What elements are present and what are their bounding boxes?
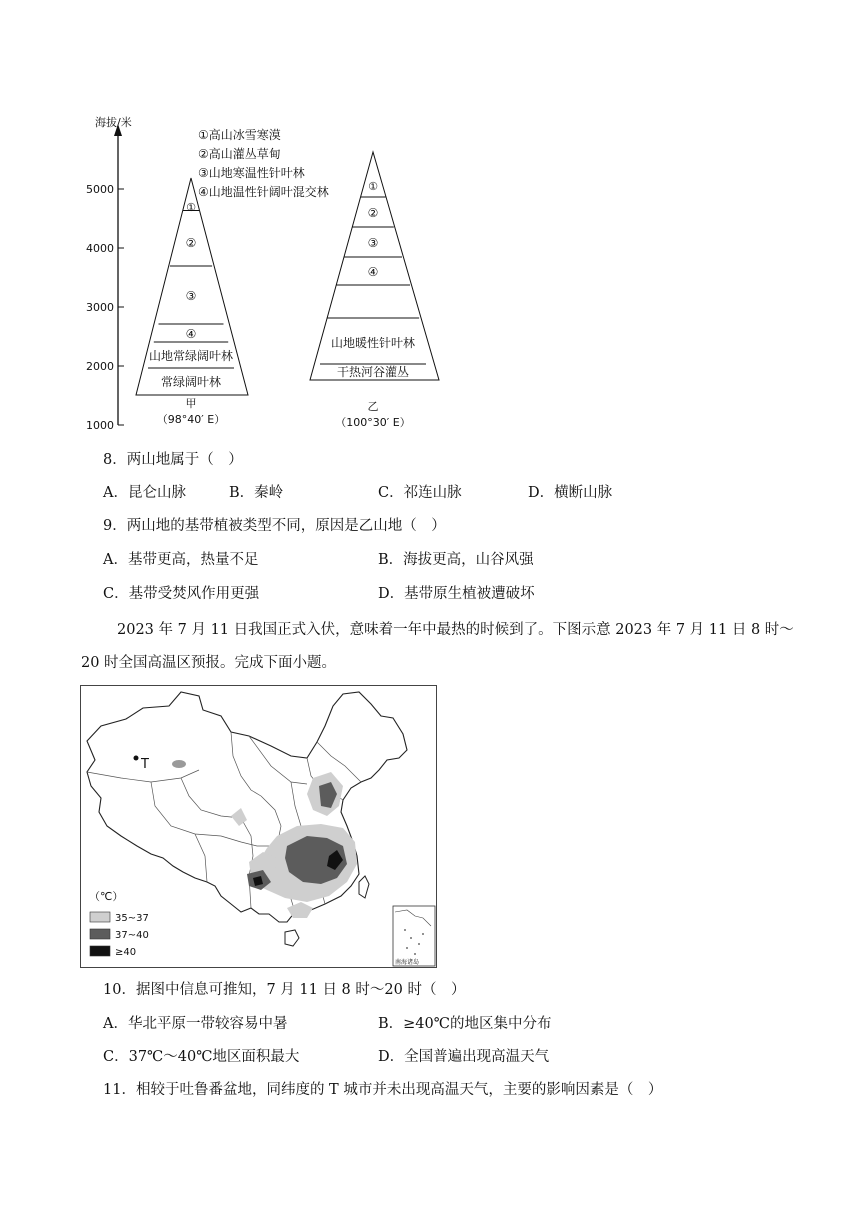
map-legend-unit: （℃） <box>89 890 124 903</box>
legend-label-37-40: 37~40 <box>115 930 149 941</box>
mountain-a-zone-4: ④ <box>185 327 197 341</box>
zone-xinjiang <box>172 760 186 768</box>
y-tick-1000: 1000 <box>86 419 114 432</box>
y-tick-3000: 3000 <box>86 301 114 314</box>
legend-swatch-37-40 <box>90 929 110 939</box>
zonation-legend <box>198 127 329 199</box>
question-9-option-a[interactable]: A．基带更高，热量不足 <box>103 552 259 568</box>
intro-line-2: 20 时全国高温区预报。完成下面小题。 <box>81 655 337 671</box>
intro-line-1: 2023 年 7 月 11 日我国正式入伏，意味着一年中最热的时候到了。下图示意 2023 年 7 月 11 日 8 时～ <box>117 622 794 638</box>
question-8-stem: 8．两山地属于（ ） <box>103 452 243 468</box>
mountain-b-name: 乙 <box>367 400 379 413</box>
question-10-option-a[interactable]: A．华北平原一带较容易中暑 <box>103 1016 288 1032</box>
mountain-a-longitude: （98°40′ E） <box>156 413 226 426</box>
altitude-zonation-figure <box>78 110 458 435</box>
city-t-label: T <box>141 757 149 772</box>
question-9-stem: 9．两山地的基带植被类型不同，原因是乙山地（ ） <box>103 518 446 534</box>
mountain-a-zone-5: 山地常绿阔叶林 <box>148 349 234 363</box>
question-8-option-b[interactable]: B．秦岭 <box>229 485 284 501</box>
legend-label-35-37: 35~37 <box>115 913 149 924</box>
question-10-option-c[interactable]: C．37℃～40℃地区面积最大 <box>103 1049 300 1065</box>
mountain-b-zone-1: ① <box>368 180 378 193</box>
legend-swatch-35-37 <box>90 912 110 922</box>
y-tick-5000: 5000 <box>86 183 114 196</box>
china-map-svg <box>81 686 436 967</box>
mountain-b-zone-3: ③ <box>367 236 379 250</box>
mountain-a-zone-3: ③ <box>185 289 197 303</box>
question-10-option-d[interactable]: D．全国普遍出现高温天气 <box>378 1049 550 1065</box>
legend-item-2: ②高山灌丛草甸 <box>198 147 281 161</box>
legend-label-40: ≥40 <box>115 947 137 958</box>
legend-item-1: ①高山冰雪寒漠 <box>198 128 281 142</box>
question-11-stem: 11．相较于吐鲁番盆地，同纬度的 T 城市并未出现高温天气，主要的影响因素是（ ） <box>103 1082 663 1098</box>
question-9-option-d[interactable]: D．基带原生植被遭破坏 <box>378 586 535 602</box>
legend-swatch-40 <box>90 946 110 956</box>
question-9-option-b[interactable]: B．海拔更高，山谷风强 <box>378 552 534 568</box>
legend-item-4: ④山地温性针阔叶混交林 <box>198 185 329 199</box>
mountain-b-zone-2: ② <box>367 206 379 220</box>
mountain-b-zone-4: ④ <box>367 265 379 279</box>
legend-item-3: ③山地寒温性针叶林 <box>198 166 305 180</box>
question-8-option-a[interactable]: A．昆仑山脉 <box>103 485 186 501</box>
y-tick-2000: 2000 <box>86 360 114 373</box>
y-axis-label: 海拔/米 <box>95 116 132 129</box>
high-temperature-map <box>80 685 437 968</box>
question-8-option-d[interactable]: D．横断山脉 <box>528 485 613 501</box>
mountain-a-zone-2: ② <box>185 236 197 250</box>
y-tick-4000: 4000 <box>86 242 114 255</box>
taiwan-island <box>359 876 369 898</box>
question-10-option-b[interactable]: B．≥40℃的地区集中分布 <box>378 1016 552 1032</box>
inset-label: 南海诸岛 <box>395 959 420 966</box>
mountain-a-name: 甲 <box>185 397 197 410</box>
question-9-option-c[interactable]: C．基带受焚风作用更强 <box>103 586 260 602</box>
hainan-island <box>285 930 299 946</box>
mountain-b-longitude: （100°30′ E） <box>335 416 411 429</box>
mountain-b-zone-5: 山地暖性针叶林 <box>330 336 416 350</box>
mountain-a-zone-6: 常绿阔叶林 <box>160 375 222 389</box>
question-10-stem: 10．据图中信息可推知，7 月 11 日 8 时～20 时（ ） <box>103 982 466 998</box>
mountain-b-zone-6: 干热河谷灌丛 <box>336 365 410 379</box>
mountain-a-zone-1: ① <box>186 201 196 214</box>
city-t-marker <box>134 756 139 761</box>
question-8-option-c[interactable]: C．祁连山脉 <box>378 485 462 501</box>
